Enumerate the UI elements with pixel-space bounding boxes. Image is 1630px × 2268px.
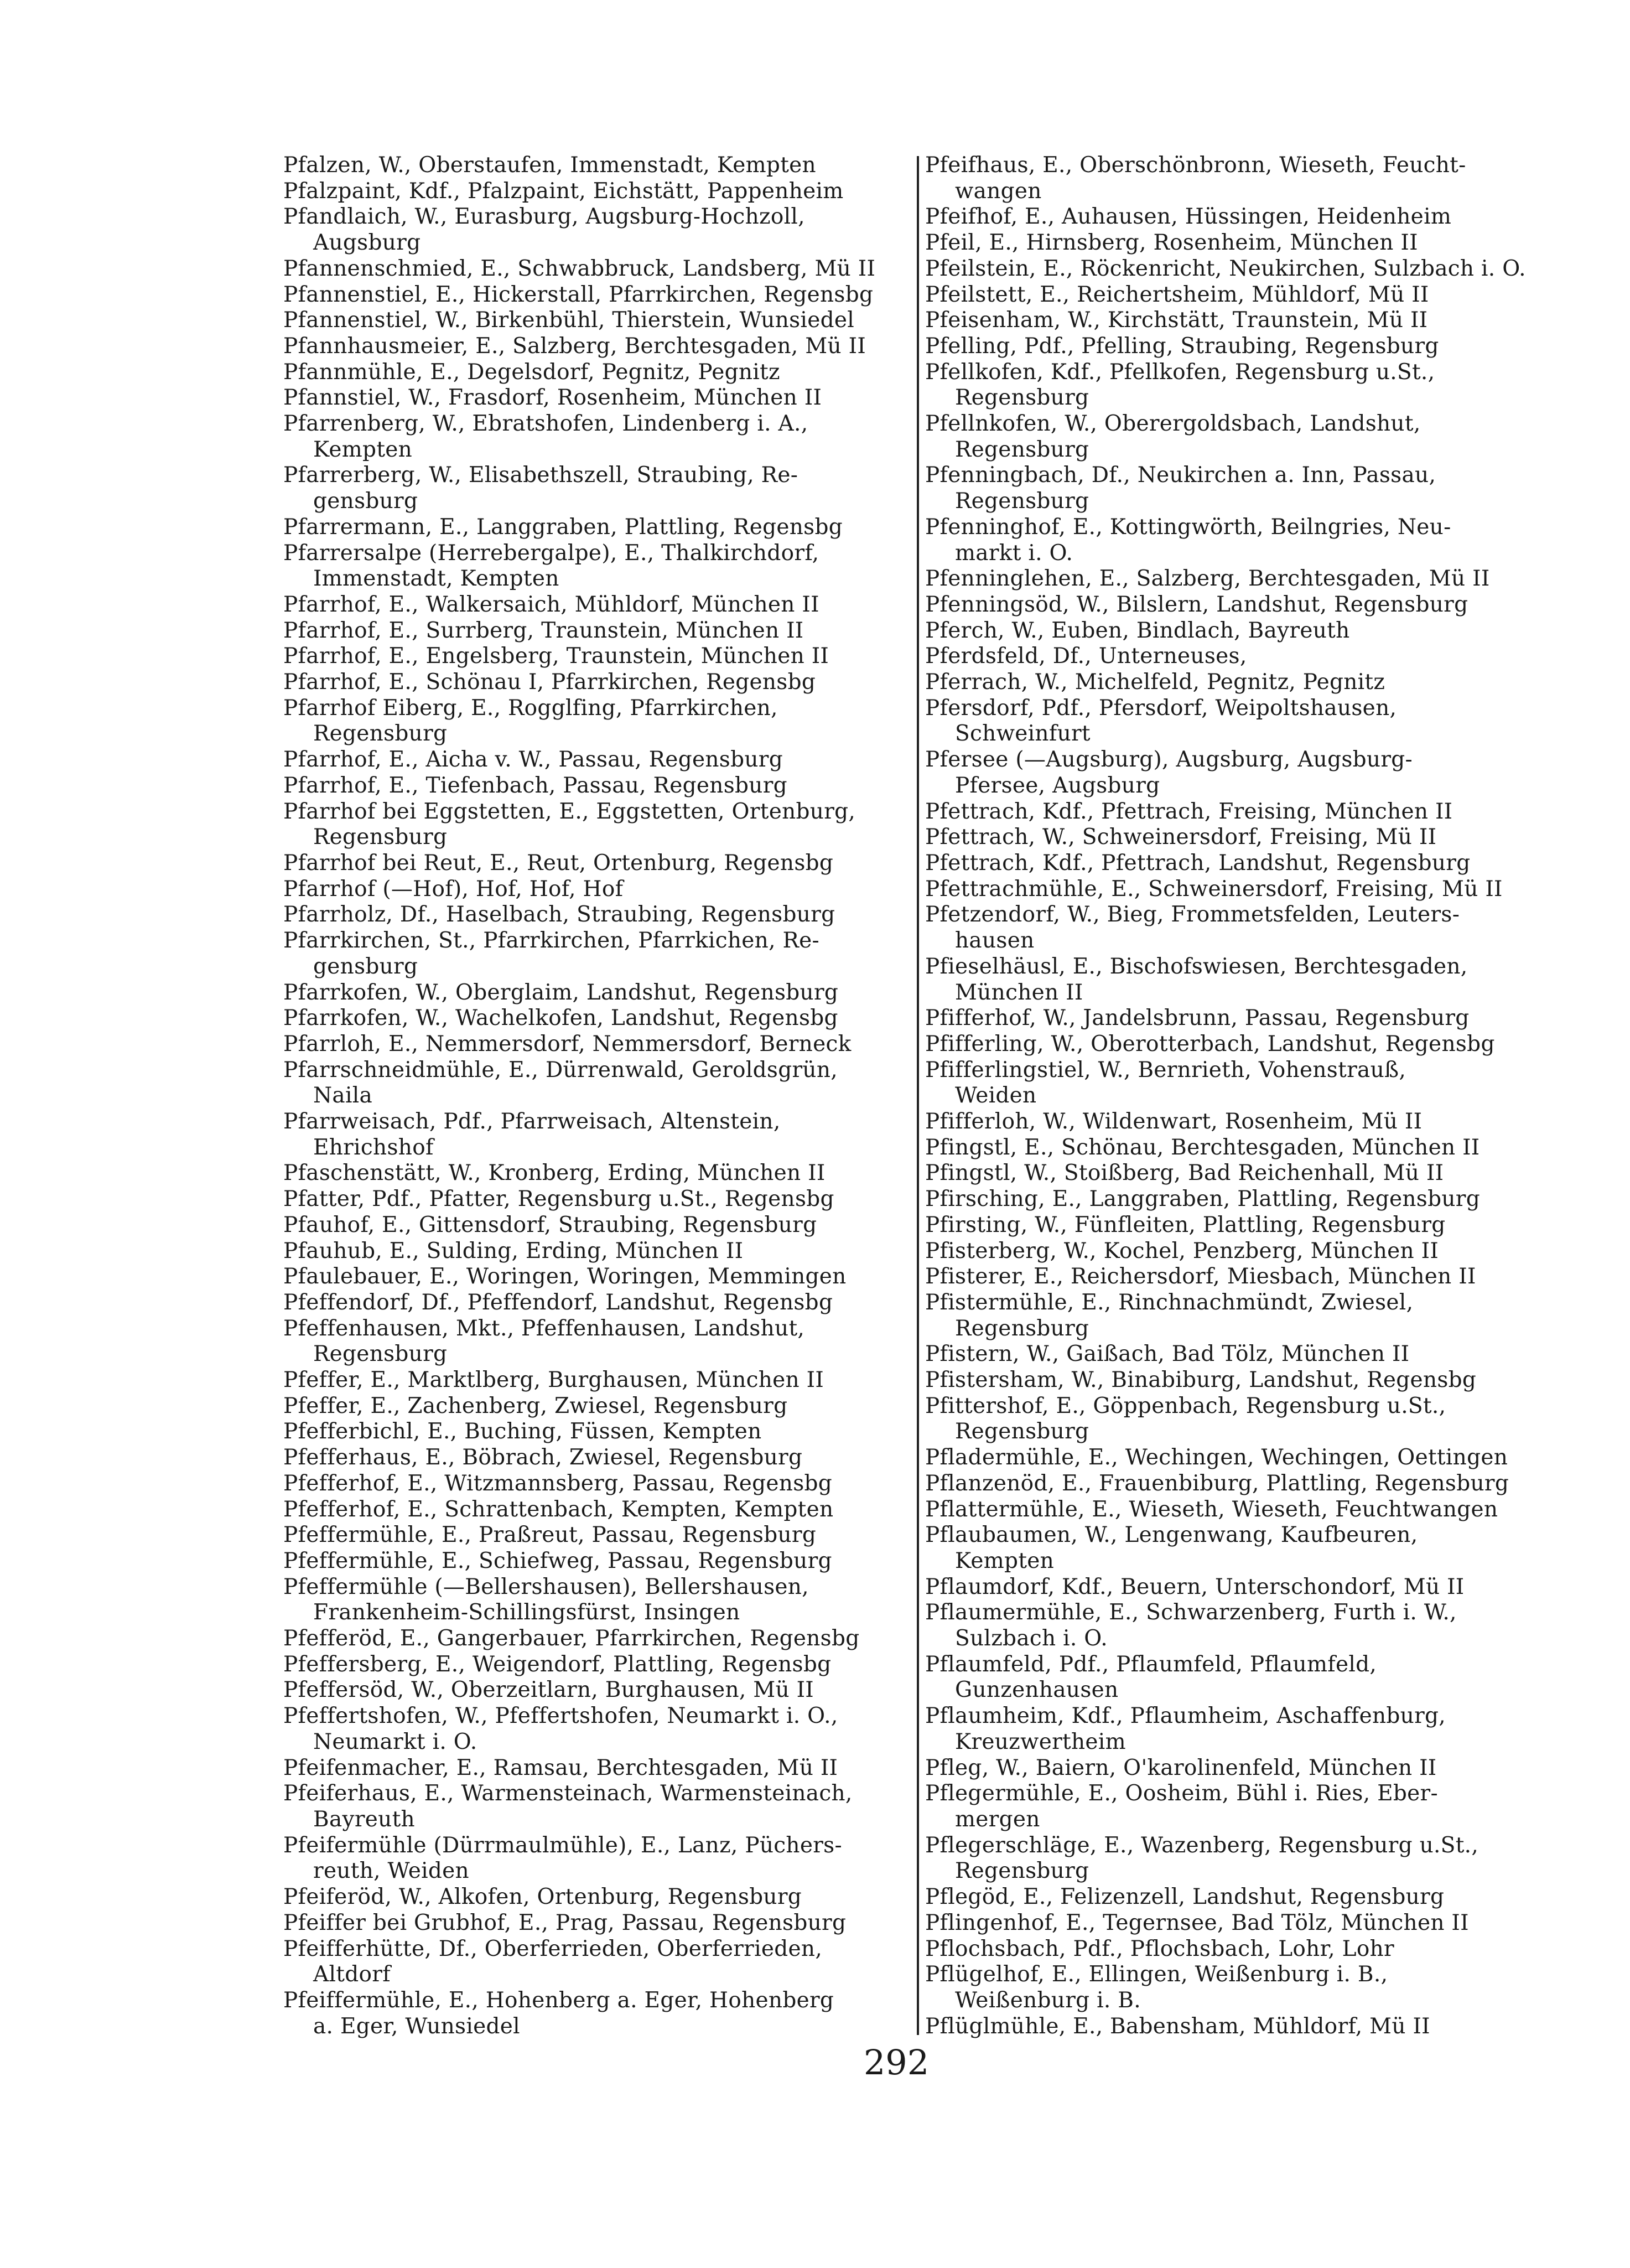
gazetteer-entry [283, 644, 909, 670]
gazetteer-entry [925, 566, 1550, 592]
entry-line: Pfarrhof Eiberg, E., Rogglfing, Pfarrkirchen, [283, 695, 778, 721]
entry-continuation-line: Sulzbach i. O. [955, 1626, 1108, 1651]
gazetteer-entry [283, 1419, 909, 1445]
entry-line: Pfeilstein, E., Röckenricht, Neukirchen, Sulzbach i. O. [925, 256, 1526, 281]
entry-line: Pfannenstiel, E., Hickerstall, Pfarrkirchen, Regensbg [283, 282, 874, 307]
gazetteer-entry [283, 1290, 909, 1316]
entry-line: Pfellnkofen, W., Oberergoldsbach, Landshut, [925, 411, 1421, 437]
gazetteer-entry [925, 204, 1550, 230]
entry-line: Pfefferhof, E., Schrattenbach, Kempten, Kempten [283, 1497, 834, 1522]
gazetteer-entry [283, 1161, 909, 1187]
entry-continuation-line: München II [955, 980, 1083, 1005]
gazetteer-entry [925, 670, 1550, 696]
entry-continuation-line: Altdorf [313, 1962, 391, 1987]
gazetteer-entry [283, 1187, 909, 1213]
entry-line: Pfefferhof, E., Witzmannsberg, Passau, Regensbg [283, 1470, 833, 1496]
gazetteer-entry [283, 902, 909, 928]
entry-line: Pfeffertshofen, W., Pfeffertshofen, Neumarkt i. O., [283, 1703, 838, 1729]
gazetteer-entry [925, 230, 1550, 256]
gazetteer-entry [925, 1109, 1550, 1135]
entry-line: Pfeiferhaus, E., Warmensteinach, Warmensteinach, [283, 1781, 853, 1806]
entry-continuation-line: gensburg [313, 489, 418, 514]
gazetteer-entry [925, 902, 1550, 954]
entry-continuation-line: Kempten [955, 1548, 1055, 1573]
entry-line: Pfeifferhütte, Df., Oberferrieden, Oberferrieden, [283, 1936, 823, 1961]
entry-line: Pfarrenberg, W., Ebratshofen, Lindenberg i. A., [283, 411, 808, 437]
gazetteer-entry [925, 1523, 1550, 1574]
gazetteer-entry [925, 463, 1550, 514]
entry-continuation-line: wangen [955, 178, 1042, 204]
entry-continuation-line: Regensburg [313, 721, 448, 747]
gazetteer-entry [925, 1032, 1550, 1058]
entry-line: Pfarrersalpe (Herrebergalpe), E., Thalkirchdorf, [283, 540, 819, 566]
gazetteer-entry [925, 1884, 1550, 1910]
gazetteer-entry [283, 1575, 909, 1626]
entry-line: Pfersee (—Augsburg), Augsburg, Augsburg- [925, 747, 1413, 773]
entry-line: Pflanzenöd, E., Frauenbiburg, Plattling, Regensburg [925, 1470, 1509, 1496]
entry-line: Pfellkofen, Kdf., Pfellkofen, Regensburg u.St., [925, 359, 1435, 385]
gazetteer-entry [925, 1213, 1550, 1239]
gazetteer-entry [925, 825, 1550, 851]
gazetteer-entry [925, 851, 1550, 877]
gazetteer-entry [925, 747, 1550, 799]
gazetteer-entry [925, 1239, 1550, 1265]
entry-line: Pfeffenhausen, Mkt., Pfeffenhausen, Landshut, [283, 1316, 805, 1341]
gazetteer-entry [925, 1368, 1550, 1394]
entry-continuation-line: Bayreuth [313, 1807, 415, 1832]
gazetteer-entry [925, 799, 1550, 825]
gazetteer-entry [925, 1575, 1550, 1601]
entry-line: Pfeffendorf, Df., Pfeffendorf, Landshut, Regensbg [283, 1290, 833, 1315]
entry-line: Pfeifermühle (Dürrmaulmühle), E., Lanz, Püchers- [283, 1832, 842, 1858]
gazetteer-entry [283, 696, 909, 747]
entry-line: Pfalzen, W., Oberstaufen, Immenstadt, Kempten [283, 153, 816, 178]
entry-continuation-line: hausen [955, 928, 1035, 954]
entry-continuation-line: Weißenburg i. B. [955, 1987, 1141, 2013]
gazetteer-entry [283, 1006, 909, 1032]
entry-line: Pflüglmühle, E., Babensham, Mühldorf, Mü II [925, 2013, 1430, 2039]
entry-continuation-line: Regensburg [955, 489, 1089, 514]
entry-line: Pfeiffermühle, E., Hohenberg a. Eger, Hohenberg [283, 1987, 834, 2013]
entry-line: Pflaumdorf, Kdf., Beuern, Unterschondorf, Mü II [925, 1574, 1465, 1599]
entry-line: Pflingenhof, E., Tegernsee, Bad Tölz, München II [925, 1910, 1469, 1935]
entry-line: Pfeiffer bei Grubhof, E., Prag, Passau, Regensburg [283, 1910, 847, 1935]
gazetteer-entry [283, 1239, 909, 1265]
gazetteer-entry [925, 2014, 1550, 2040]
left-column [283, 153, 909, 2039]
entry-continuation-line: Frankenheim-Schillingsfürst, Insingen [313, 1600, 740, 1625]
gazetteer-entry [925, 1910, 1550, 1936]
entry-line: Pfaulebauer, E., Woringen, Woringen, Memmingen [283, 1264, 847, 1290]
entry-line: Pfieselhäusl, E., Bischofswiesen, Berchtesgaden, [925, 954, 1468, 979]
entry-line: Pfeffermühle, E., Schiefweg, Passau, Regensburg [283, 1548, 832, 1573]
gazetteer-entry [283, 282, 909, 308]
entry-line: Pfarrhof, E., Walkersaich, Mühldorf, München II [283, 592, 819, 617]
gazetteer-entry [283, 1497, 909, 1523]
gazetteer-entry [283, 1264, 909, 1290]
gazetteer-entry [283, 877, 909, 903]
gazetteer-entry [283, 980, 909, 1006]
entry-line: Pfeffermühle, E., Praßreut, Passau, Regensburg [283, 1523, 817, 1548]
entry-line: Pfettrach, Kdf., Pfettrach, Landshut, Regensburg [925, 850, 1471, 876]
entry-line: Pflaumfeld, Pdf., Pflaumfeld, Pflaumfeld, [925, 1651, 1377, 1677]
entry-continuation-line: Regensburg [313, 825, 448, 850]
entry-line: Pfauhub, E., Sulding, Erding, München II [283, 1238, 744, 1264]
entry-continuation-line: mergen [955, 1807, 1040, 1832]
gazetteer-entry [283, 463, 909, 514]
gazetteer-entry [283, 1756, 909, 1782]
entry-line: Pfarrhof, E., Tiefenbach, Passau, Regensburg [283, 773, 787, 798]
entry-continuation-line: Schweinfurt [955, 721, 1091, 747]
gazetteer-entry [925, 1703, 1550, 1755]
entry-line: Pferdsfeld, Df., Unterneuses, [925, 644, 1247, 669]
entry-continuation-line: Regensburg [955, 1858, 1089, 1884]
gazetteer-entry [283, 928, 909, 980]
entry-line: Pflattermühle, E., Wieseth, Wieseth, Feuchtwangen [925, 1497, 1498, 1522]
gazetteer-entry [925, 1135, 1550, 1161]
entry-line: Pfarrhof, E., Engelsberg, Traunstein, München II [283, 644, 829, 669]
gazetteer-entry [283, 1394, 909, 1420]
gazetteer-entry [925, 515, 1550, 566]
entry-line: Pfarrkirchen, St., Pfarrkirchen, Pfarrkichen, Re- [283, 928, 819, 954]
entry-line: Pfingstl, E., Schönau, Berchtesgaden, München II [925, 1135, 1480, 1160]
entry-line: Pflaumermühle, E., Schwarzenberg, Furth i. W., [925, 1600, 1457, 1625]
entry-line: Pfleg, W., Baiern, O'karolinenfeld, München II [925, 1755, 1437, 1780]
entry-line: Pfarrloh, E., Nemmersdorf, Nemmersdorf, Berneck [283, 1031, 852, 1057]
entry-continuation-line: Neumarkt i. O. [313, 1729, 477, 1754]
entry-line: Pfingstl, W., Stoißberg, Bad Reichenhall, Mü II [925, 1161, 1444, 1186]
entry-continuation-line: gensburg [313, 954, 418, 979]
entry-line: Pfenninghof, E., Kottingwörth, Beilngries, Neu- [925, 514, 1451, 540]
gazetteer-entry [283, 592, 909, 618]
entry-line: Pfeifhof, E., Auhausen, Hüssingen, Heidenheim [925, 204, 1452, 230]
gazetteer-entry [283, 1703, 909, 1755]
entry-line: Pfarrhof bei Eggstetten, E., Eggstetten, Ortenburg, [283, 799, 856, 824]
entry-line: Pflaumheim, Kdf., Pflaumheim, Aschaffenburg, [925, 1703, 1446, 1729]
entry-line: Pfarrhof, E., Surrberg, Traunstein, München II [283, 618, 804, 643]
gazetteer-entry [925, 696, 1550, 747]
gazetteer-entry [283, 204, 909, 256]
entry-line: Pflegermühle, E., Oosheim, Bühl i. Ries, Eber- [925, 1781, 1438, 1806]
entry-continuation-line: Pfersee, Augsburg [955, 773, 1160, 798]
gazetteer-entry [283, 1910, 909, 1936]
entry-line: Pfannstiel, W., Frasdorf, Rosenheim, München II [283, 385, 822, 411]
entry-line: Pfannenstiel, W., Birkenbühl, Thierstein, Wunsiedel [283, 308, 855, 333]
entry-continuation-line: Regensburg [955, 437, 1089, 462]
entry-line: Pfirsting, W., Fünfleiten, Plattling, Regensburg [925, 1212, 1446, 1237]
entry-line: Pfeifhaus, E., Oberschönbronn, Wieseth, Feucht- [925, 153, 1466, 178]
gazetteer-entry [925, 411, 1550, 463]
entry-line: Pfeffermühle (—Bellershausen), Bellershausen, [283, 1574, 809, 1599]
gazetteer-entry [925, 592, 1550, 618]
gazetteer-entry [283, 1445, 909, 1471]
entry-line: Pferrach, W., Michelfeld, Pegnitz, Pegnitz [925, 670, 1385, 695]
gazetteer-entry [925, 618, 1550, 644]
gazetteer-entry [925, 1006, 1550, 1032]
entry-line: Pfettrachmühle, E., Schweinersdorf, Freising, Mü II [925, 876, 1503, 902]
entry-line: Pfarrweisach, Pdf., Pfarrweisach, Altenstein, [283, 1109, 781, 1135]
column-divider [917, 156, 919, 2035]
entry-line: Pferch, W., Euben, Bindlach, Bayreuth [925, 618, 1350, 643]
gazetteer-entry [925, 360, 1550, 411]
entry-line: Pfarrkofen, W., Oberglaim, Landshut, Regensburg [283, 980, 839, 1005]
entry-continuation-line: Ehrichshof [313, 1135, 434, 1160]
entry-line: Pfandlaich, W., Eurasburg, Augsburg-Hochzoll, [283, 204, 805, 230]
gazetteer-entry [925, 1471, 1550, 1497]
entry-line: Pfettrach, W., Schweinersdorf, Freising, Mü II [925, 825, 1437, 850]
entry-line: Pfarrermann, E., Langgraben, Plattling, Regensbg [283, 514, 843, 540]
gazetteer-entry [925, 1058, 1550, 1109]
gazetteer-entry [925, 1833, 1550, 1884]
entry-line: Pfersdorf, Pdf., Pfersdorf, Weipoltshausen, [925, 695, 1397, 721]
gazetteer-entry [283, 1109, 909, 1161]
entry-line: Pfeffer, E., Zachenberg, Zwiesel, Regensburg [283, 1393, 788, 1418]
gazetteer-entry [925, 1264, 1550, 1290]
entry-continuation-line: Regensburg [313, 1342, 448, 1367]
gazetteer-entry [283, 1781, 909, 1832]
gazetteer-entry [283, 1368, 909, 1394]
entry-line: Pfauhof, E., Gittensdorf, Straubing, Regensburg [283, 1212, 817, 1237]
entry-line: Pfarrhof, E., Schönau I, Pfarrkirchen, Regensbg [283, 670, 816, 695]
gazetteer-entry [283, 1652, 909, 1678]
gazetteer-entry [925, 1187, 1550, 1213]
gazetteer-entry [925, 644, 1550, 670]
entry-line: Pfisterberg, W., Kochel, Penzberg, München II [925, 1238, 1439, 1264]
entry-line: Pfarrkofen, W., Wachelkofen, Landshut, Regensbg [283, 1006, 838, 1031]
gazetteer-entry [925, 1161, 1550, 1187]
entry-line: Pfarrhof, E., Aicha v. W., Passau, Regensburg [283, 747, 783, 773]
entry-line: Pflegerschläge, E., Wazenberg, Regensburg u.St., [925, 1832, 1479, 1858]
entry-continuation-line: Weiden [955, 1083, 1037, 1109]
entry-line: Pfisterer, E., Reichersdorf, Miesbach, München II [925, 1264, 1476, 1290]
entry-line: Pfirsching, E., Langgraben, Plattling, Regensburg [925, 1187, 1480, 1212]
gazetteer-entry [925, 1394, 1550, 1445]
entry-line: Pfistersham, W., Binabiburg, Landshut, Regensbg [925, 1368, 1477, 1393]
gazetteer-entry [283, 385, 909, 411]
gazetteer-entry [925, 308, 1550, 334]
entry-line: Pfeffer, E., Marktlberg, Burghausen, München II [283, 1368, 824, 1393]
gazetteer-entry [925, 1497, 1550, 1523]
entry-line: Pfarrhof bei Reut, E., Reut, Ortenburg, Regensbg [283, 850, 834, 876]
gazetteer-entry [925, 153, 1550, 204]
gazetteer-entry [925, 1756, 1550, 1782]
gazetteer-entry [283, 1058, 909, 1109]
gazetteer-entry [925, 1600, 1550, 1651]
gazetteer-entry [283, 618, 909, 644]
entry-continuation-line: Immenstadt, Kempten [313, 566, 559, 592]
entry-line: Pfittershof, E., Göppenbach, Regensburg u.St., [925, 1393, 1446, 1418]
entry-line: Pflügelhof, E., Ellingen, Weißenburg i. B., [925, 1962, 1388, 1987]
gazetteer-entry [925, 1781, 1550, 1832]
entry-continuation-line: Regensburg [955, 385, 1089, 411]
gazetteer-entry [283, 1032, 909, 1058]
gazetteer-entry [283, 1936, 909, 1988]
gazetteer-entry [283, 1884, 909, 1910]
entry-line: Pfistermühle, E., Rinchnachmündt, Zwiesel, [925, 1290, 1414, 1315]
gazetteer-entry [925, 1962, 1550, 2013]
gazetteer-entry [283, 308, 909, 334]
gazetteer-entry [283, 541, 909, 592]
entry-line: Pfarrholz, Df., Haselbach, Straubing, Regensburg [283, 902, 835, 928]
gazetteer-entry [283, 334, 909, 360]
gazetteer-entry [283, 799, 909, 851]
entry-continuation-line: reuth, Weiden [313, 1858, 469, 1884]
entry-line: Pfatter, Pdf., Pfatter, Regensburg u.St., Regensbg [283, 1187, 834, 1212]
gazetteer-entry [283, 1213, 909, 1239]
entry-line: Pfeffersberg, E., Weigendorf, Plattling, Regensbg [283, 1651, 832, 1677]
entry-line: Pfladermühle, E., Wechingen, Wechingen, Oettingen [925, 1445, 1508, 1470]
gazetteer-entry [283, 851, 909, 877]
entry-line: Pfenningbach, Df., Neukirchen a. Inn, Passau, [925, 463, 1436, 488]
entry-line: Pflegöd, E., Felizenzell, Landshut, Regensburg [925, 1884, 1445, 1910]
gazetteer-entry [283, 747, 909, 773]
gazetteer-entry [283, 670, 909, 696]
entry-continuation-line: Regensburg [955, 1316, 1089, 1341]
entry-line: Pfeil, E., Hirnsberg, Rosenheim, München II [925, 230, 1418, 256]
entry-line: Pfetzendorf, W., Bieg, Frommetsfelden, Leuters- [925, 902, 1460, 928]
entry-line: Pfeffersöd, W., Oberzeitlarn, Burghausen, Mü II [283, 1677, 814, 1703]
entry-line: Pfifferhof, W., Jandelsbrunn, Passau, Regensburg [925, 1006, 1470, 1031]
entry-line: Pfefferbichl, E., Buching, Füssen, Kempten [283, 1419, 762, 1444]
gazetteer-entry [283, 179, 909, 205]
entry-line: Pfeifenmacher, E., Ramsau, Berchtesgaden, Mü II [283, 1755, 838, 1780]
entry-line: Pflaubaumen, W., Lengenwang, Kaufbeuren, [925, 1523, 1418, 1548]
entry-line: Pfettrach, Kdf., Pfettrach, Freising, München II [925, 799, 1453, 824]
entry-line: Pfeiferöd, W., Alkofen, Ortenburg, Regensburg [283, 1884, 802, 1910]
entry-continuation-line: Regensburg [955, 1419, 1089, 1444]
entry-line: Pflochsbach, Pdf., Pflochsbach, Lohr, Lohr [925, 1936, 1394, 1961]
entry-continuation-line: Kreuzwertheim [955, 1729, 1126, 1754]
gazetteer-entry [925, 877, 1550, 903]
entry-line: Pfenningsöd, W., Bilslern, Landshut, Regensburg [925, 592, 1468, 617]
gazetteer-entry [283, 1677, 909, 1703]
entry-line: Pfarrerberg, W., Elisabethszell, Straubing, Re- [283, 463, 798, 488]
entry-line: Pfaschenstätt, W., Kronberg, Erding, München II [283, 1161, 826, 1186]
gazetteer-entry [925, 334, 1550, 360]
gazetteer-entry [925, 282, 1550, 308]
entry-line: Pfefferöd, E., Gangerbauer, Pfarrkirchen, Regensbg [283, 1626, 860, 1651]
entry-continuation-line: Gunzenhausen [955, 1677, 1119, 1703]
entry-continuation-line: a. Eger, Wunsiedel [313, 2013, 520, 2039]
gazetteer-entry [283, 411, 909, 463]
gazetteer-entry [283, 153, 909, 179]
right-column [925, 153, 1550, 2039]
entry-line: Pfannmühle, E., Degelsdorf, Pegnitz, Pegnitz [283, 359, 780, 385]
gazetteer-entry [925, 1652, 1550, 1703]
gazetteer-entry [283, 1316, 909, 1368]
gazetteer-entry [283, 256, 909, 282]
gazetteer-entry [283, 773, 909, 799]
gazetteer-entry [283, 1471, 909, 1497]
gazetteer-entry [283, 515, 909, 541]
entry-line: Pfistern, W., Gaißach, Bad Tölz, München II [925, 1342, 1410, 1367]
entry-continuation-line: Augsburg [313, 230, 421, 256]
gazetteer-entry [925, 954, 1550, 1006]
entry-continuation-line: Kempten [313, 437, 413, 462]
entry-line: Pfifferlingstiel, W., Bernrieth, Vohenstrauß, [925, 1057, 1406, 1083]
gazetteer-entry [283, 360, 909, 386]
entry-line: Pfifferloh, W., Wildenwart, Rosenheim, Mü II [925, 1109, 1423, 1135]
gazetteer-entry [283, 1626, 909, 1652]
entry-line: Pfeilstett, E., Reichertsheim, Mühldorf, Mü II [925, 282, 1429, 307]
entry-line: Pfeisenham, W., Kirchstätt, Traunstein, Mü II [925, 308, 1428, 333]
entry-line: Pfalzpaint, Kdf., Pfalzpaint, Eichstätt, Pappenheim [283, 178, 844, 204]
entry-line: Pfannhausmeier, E., Salzberg, Berchtesgaden, Mü II [283, 333, 866, 359]
gazetteer-entry [925, 1290, 1550, 1342]
gazetteer-entry [925, 1445, 1550, 1471]
gazetteer-entry [925, 1936, 1550, 1963]
gazetteer-entry [283, 1833, 909, 1884]
gazetteer-entry [925, 256, 1550, 282]
entry-line: Pfarrhof (—Hof), Hof, Hof, Hof [283, 876, 624, 902]
entry-line: Pfenninglehen, E., Salzberg, Berchtesgaden, Mü II [925, 566, 1490, 592]
gazetteer-entry [283, 1988, 909, 2039]
entry-continuation-line: Naila [313, 1083, 373, 1109]
entry-continuation-line: markt i. O. [955, 540, 1073, 566]
page-number: 292 [863, 2042, 930, 2083]
entry-line: Pfifferling, W., Oberotterbach, Landshut, Regensbg [925, 1031, 1495, 1057]
entry-line: Pfelling, Pdf., Pfelling, Straubing, Regensburg [925, 333, 1439, 359]
gazetteer-entry [283, 1523, 909, 1549]
gazetteer-entry [925, 1342, 1550, 1368]
entry-line: Pfarrschneidmühle, E., Dürrenwald, Geroldsgrün, [283, 1057, 838, 1083]
entry-line: Pfefferhaus, E., Böbrach, Zwiesel, Regensburg [283, 1445, 803, 1470]
entry-line: Pfannenschmied, E., Schwabbruck, Landsberg, Mü II [283, 256, 876, 281]
gazetteer-entry [283, 1549, 909, 1575]
